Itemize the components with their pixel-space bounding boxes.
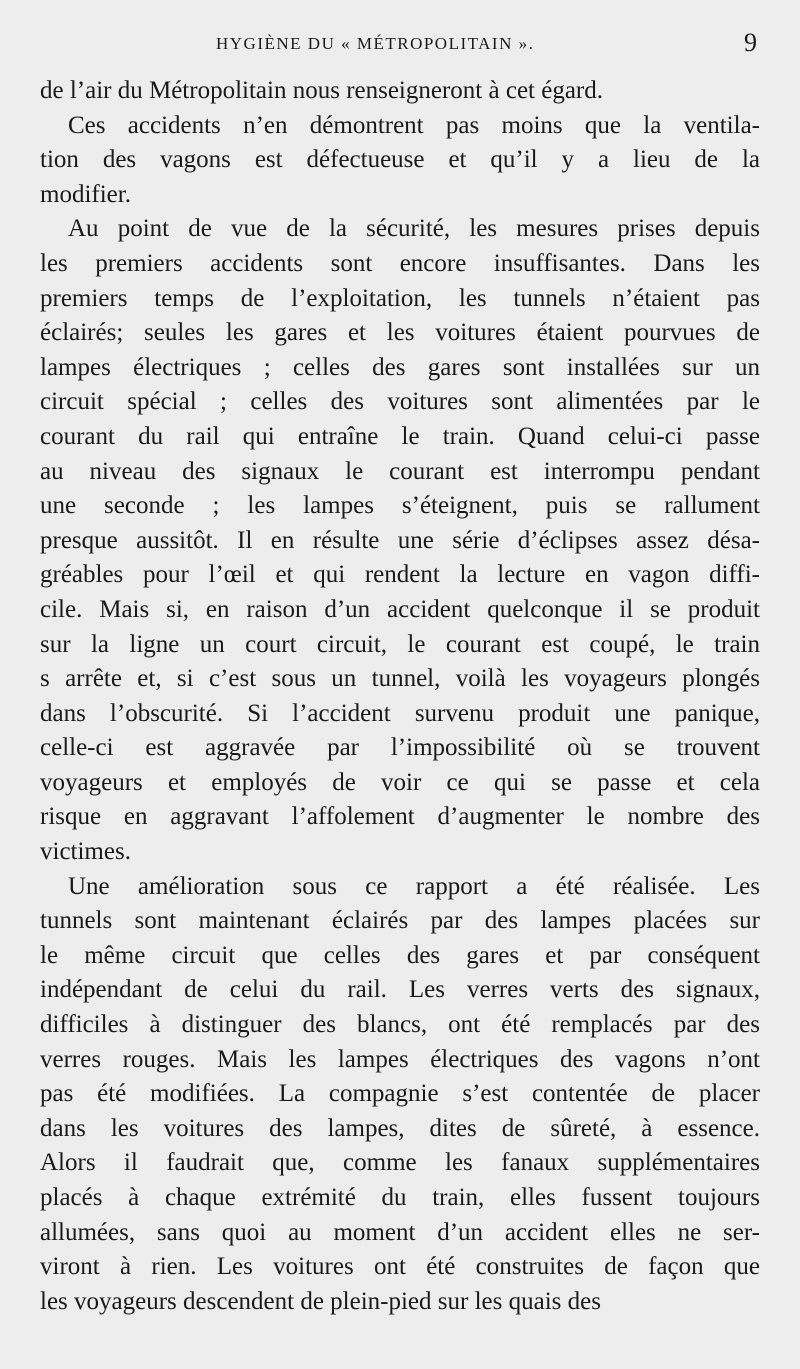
paragraph <box>40 870 760 1320</box>
text-line: les voyageurs descendent de plein-pied sur les quais des <box>40 1287 601 1315</box>
text-line: pas été modifiées. La compagnie s’est contentée de placer <box>40 1080 760 1108</box>
text-line: celle-ci est aggravée par l’impossibilité où se trouvent <box>40 734 760 762</box>
text-line: verres rouges. Mais les lampes électriques des vagons n’ont <box>40 1045 760 1073</box>
text-line: allumées, sans quoi au moment d’un accident elles ne ser- <box>40 1218 760 1246</box>
text-line: circuit spécial ; celles des voitures sont alimentées par le <box>40 388 760 416</box>
text-line: victimes. <box>40 838 131 866</box>
text-line: sur la ligne un court circuit, le courant est coupé, le train <box>40 630 760 658</box>
text-line: indépendant de celui du rail. Les verres verts des signaux, <box>40 976 760 1004</box>
text-line: courant du rail qui entraîne le train. Quand celui-ci passe <box>40 422 760 450</box>
paragraph <box>40 212 760 869</box>
text-line: Une amélioration sous ce rapport a été réalisée. Les <box>68 872 760 900</box>
text-line: une seconde ; les lampes s’éteignent, puis se rallument <box>40 492 760 520</box>
text-line: viront à rien. Les voitures ont été construites de façon que <box>40 1253 760 1281</box>
text-line: premiers temps de l’exploitation, les tunnels n’étaient pas <box>40 284 760 312</box>
text-line: cile. Mais si, en raison d’un accident quelconque il se produit <box>40 595 760 623</box>
text-line: risque en aggravant l’affolement d’augmenter le nombre des <box>40 803 760 831</box>
text-line: tion des vagons est défectueuse et qu’il y a lieu de la <box>40 146 760 174</box>
text-line: de l’air du Métropolitain nous renseigneront à cet égard. <box>40 77 604 104</box>
text-line: Alors il faudrait que, comme les fanaux supplémentaires <box>40 1149 760 1177</box>
text-line: Ces accidents n’en démontrent pas moins que la ventila- <box>68 111 760 139</box>
text-line: les premiers accidents sont encore insuffisantes. Dans les <box>40 249 760 277</box>
page-number: 9 <box>744 28 757 57</box>
paragraph <box>40 109 760 213</box>
text-line: gréables pour l’œil et qui rendent la lecture en vagon diffi- <box>40 561 760 589</box>
paragraph <box>40 74 760 109</box>
text-line: au niveau des signaux le courant est interrompu pendant <box>40 457 760 485</box>
text-line: tunnels sont maintenant éclairés par des lampes placées sur <box>40 907 760 935</box>
text-line: éclairés; seules les gares et les voitures étaient pourvues de <box>40 319 760 347</box>
text-line: modifier. <box>40 180 131 208</box>
text-line: s arrête et, si c’est sous un tunnel, voilà les voyageurs plongés <box>40 665 760 693</box>
running-head <box>0 30 800 66</box>
text-line: voyageurs et employés de voir ce qui se passe et cela <box>40 768 760 796</box>
body-text <box>40 74 760 1319</box>
text-line: dans les voitures des lampes, dites de sûreté, à essence. <box>40 1114 760 1142</box>
text-line: Au point de vue de la sécurité, les mesures prises depuis <box>68 215 760 243</box>
text-line: presque aussitôt. Il en résulte une série d’éclipses assez désa- <box>40 526 760 554</box>
text-line: dans l’obscurité. Si l’accident survenu produit une panique, <box>40 699 760 727</box>
text-line: lampes électriques ; celles des gares sont installées sur un <box>40 353 760 381</box>
text-line: placés à chaque extrémité du train, elles fussent toujours <box>40 1184 760 1211</box>
running-title: HYGIÈNE DU « MÉTROPOLITAIN ». <box>216 34 535 53</box>
text-line: difficiles à distinguer des blancs, ont été remplacés par des <box>40 1011 760 1039</box>
text-line: le même circuit que celles des gares et par conséquent <box>40 941 760 969</box>
